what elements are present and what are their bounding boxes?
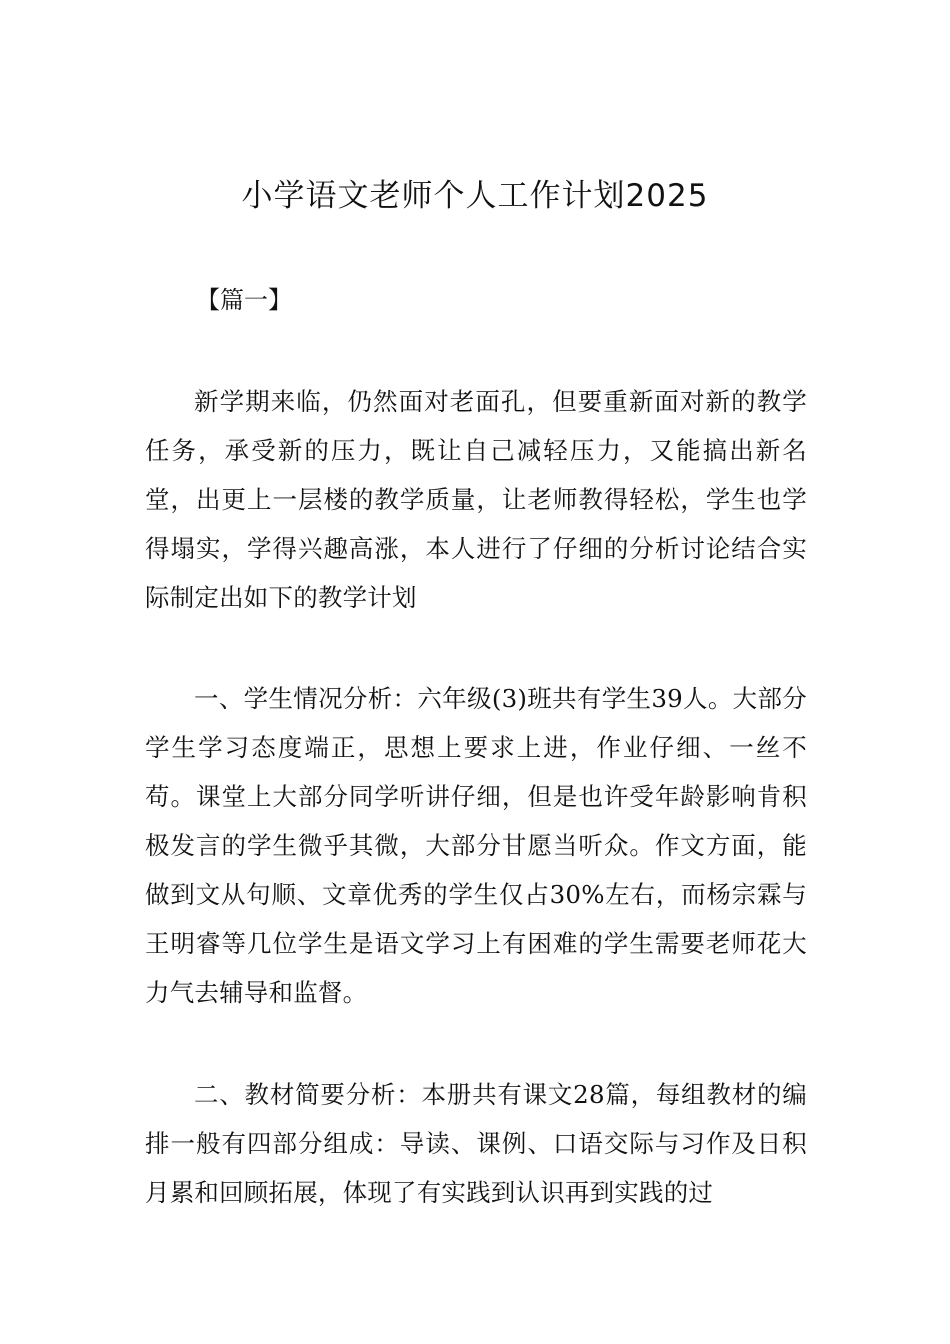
paragraph-intro: 新学期来临，仍然面对老面孔，但要重新面对新的教学任务，承受新的压力，既让自己减轻压力，又能搞出新名堂，出更上一层楼的教学质量，让老师教得轻松，学生也学得塌实，学得兴趣高涨，本人进行了仔细的分析讨论结合实际制定出如下的教学计划 [145, 387, 807, 612]
section-tag: 【篇一】 [196, 286, 292, 314]
document-title: 小学语文老师个人工作计划2025 [241, 178, 709, 214]
paragraph-textbook-analysis: 二、教材简要分析：本册共有课文28篇，每组教材的编排一般有四部分组成：导读、课例、口语交际与习作及日积月累和回顾拓展，体现了有实践到认识再到实践的过 [145, 1080, 807, 1207]
paragraph-student-analysis: 一、学生情况分析：六年级(3)班共有学生39人。大部分学生学习态度端正，思想上要求上进，作业仔细、一丝不苟。课堂上大部分同学听讲仔细，但是也许受年龄影响肯积极发言的学生微乎其微，大部分甘愿当听众。作文方面，能做到文从句顺、文章优秀的学生仅占30%左右，而杨宗霖与王明睿等几位学生是语文学习上有困难的学生需要老师花大力气去辅导和监督。 [145, 684, 807, 1007]
